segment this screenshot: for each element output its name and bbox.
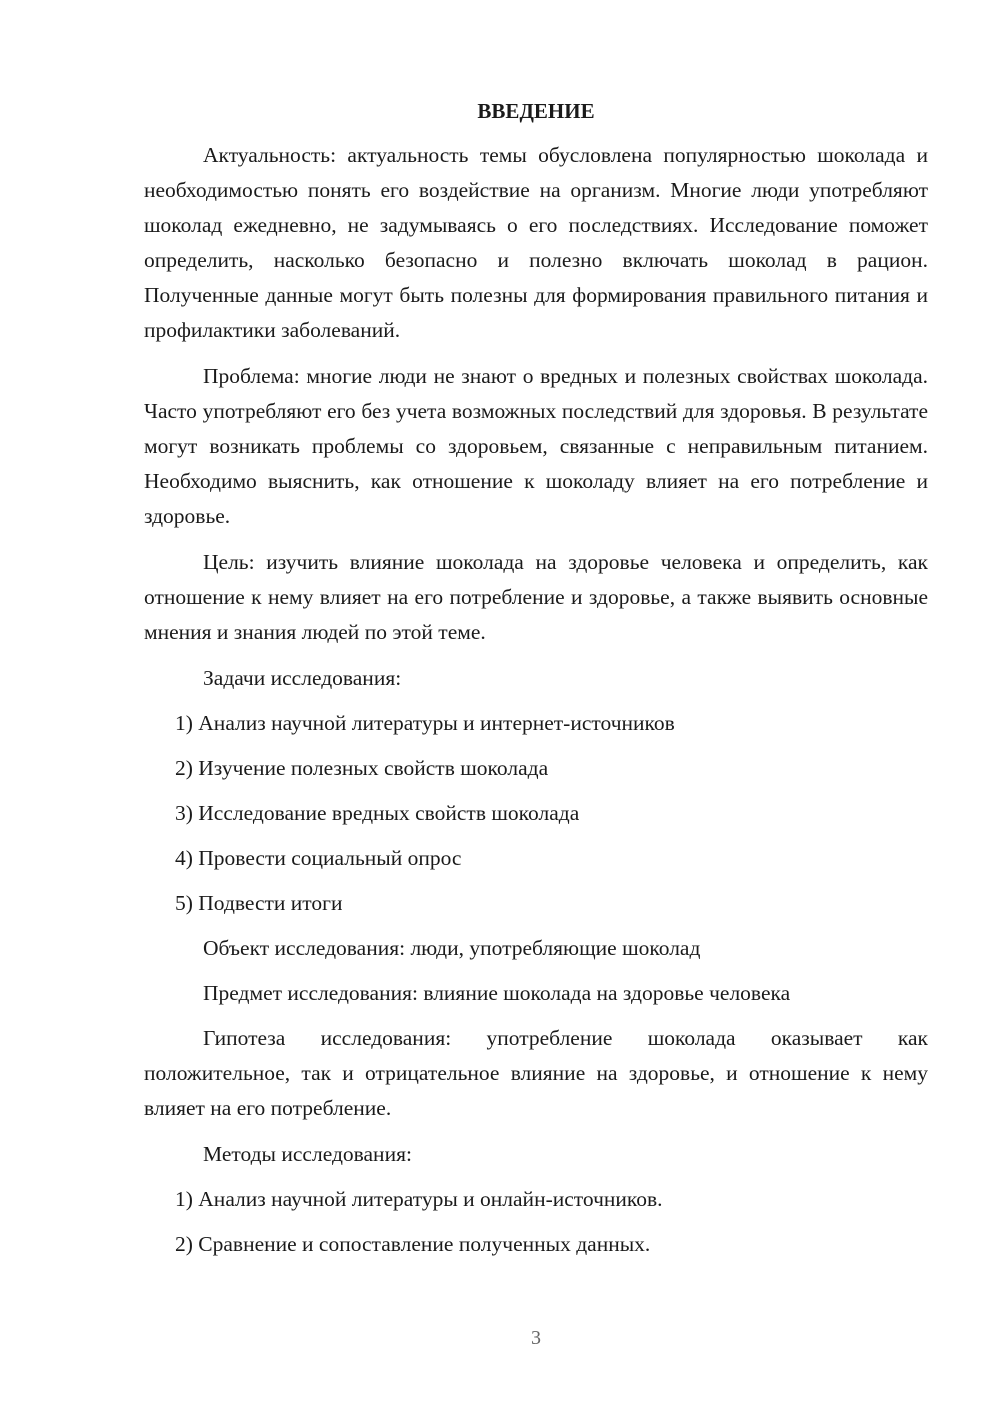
task-item: 1) Анализ научной литературы и интернет-источников [175,711,675,735]
page-content [144,96,928,1272]
tasks-list [144,706,928,921]
methods-list [144,1182,928,1262]
relevance-paragraph: Актуальность: актуальность темы обусловлена популярностью шоколада и необходимостью понять его воздействие на организм. Многие люди употребляют шоколад ежедневно, не задумываясь о его последствиях. Исследование поможет определить, насколько безопасно и полезно включать шоколад в рацион. Полученные данные могут быть полезны для формирования правильного питания и профилактики заболеваний. [144,143,928,342]
task-item: 5) Подвести итоги [175,891,343,915]
goal-paragraph: Цель: изучить влияние шоколада на здоровье человека и определить, как отношение к нему влияет на его потребление и здоровье, а также выявить основные мнения и знания людей по этой теме. [144,550,928,644]
subject-line: Предмет исследования: влияние шоколада на здоровье человека [203,981,791,1005]
method-item: 1) Анализ научной литературы и онлайн-источников. [175,1187,663,1211]
methods-heading: Методы исследования: [203,1142,412,1166]
hypothesis-paragraph: Гипотеза исследования: употребление шоколада оказывает как положительное, так и отрицательное влияние на здоровье, и отношение к нему влияет на его потребление. [144,1026,928,1120]
page-number: 3 [531,1327,541,1349]
page-title: ВВЕДЕНИЕ [477,99,595,123]
object-line: Объект исследования: люди, употребляющие шоколад [203,936,701,960]
problem-paragraph: Проблема: многие люди не знают о вредных и полезных свойствах шоколада. Часто употребляют его без учета возможных последствий для здоровья. В результате могут возникать проблемы со здоровьем, связанные с неправильным питанием. Необходимо выяснить, как отношение к шоколаду влияет на его потребление и здоровье. [144,364,928,528]
task-item: 4) Провести социальный опрос [175,846,462,870]
tasks-heading: Задачи исследования: [203,666,402,690]
method-item: 2) Сравнение и сопоставление полученных данных. [175,1232,651,1256]
task-item: 2) Изучение полезных свойств шоколада [175,756,549,780]
task-item: 3) Исследование вредных свойств шоколада [175,801,580,825]
